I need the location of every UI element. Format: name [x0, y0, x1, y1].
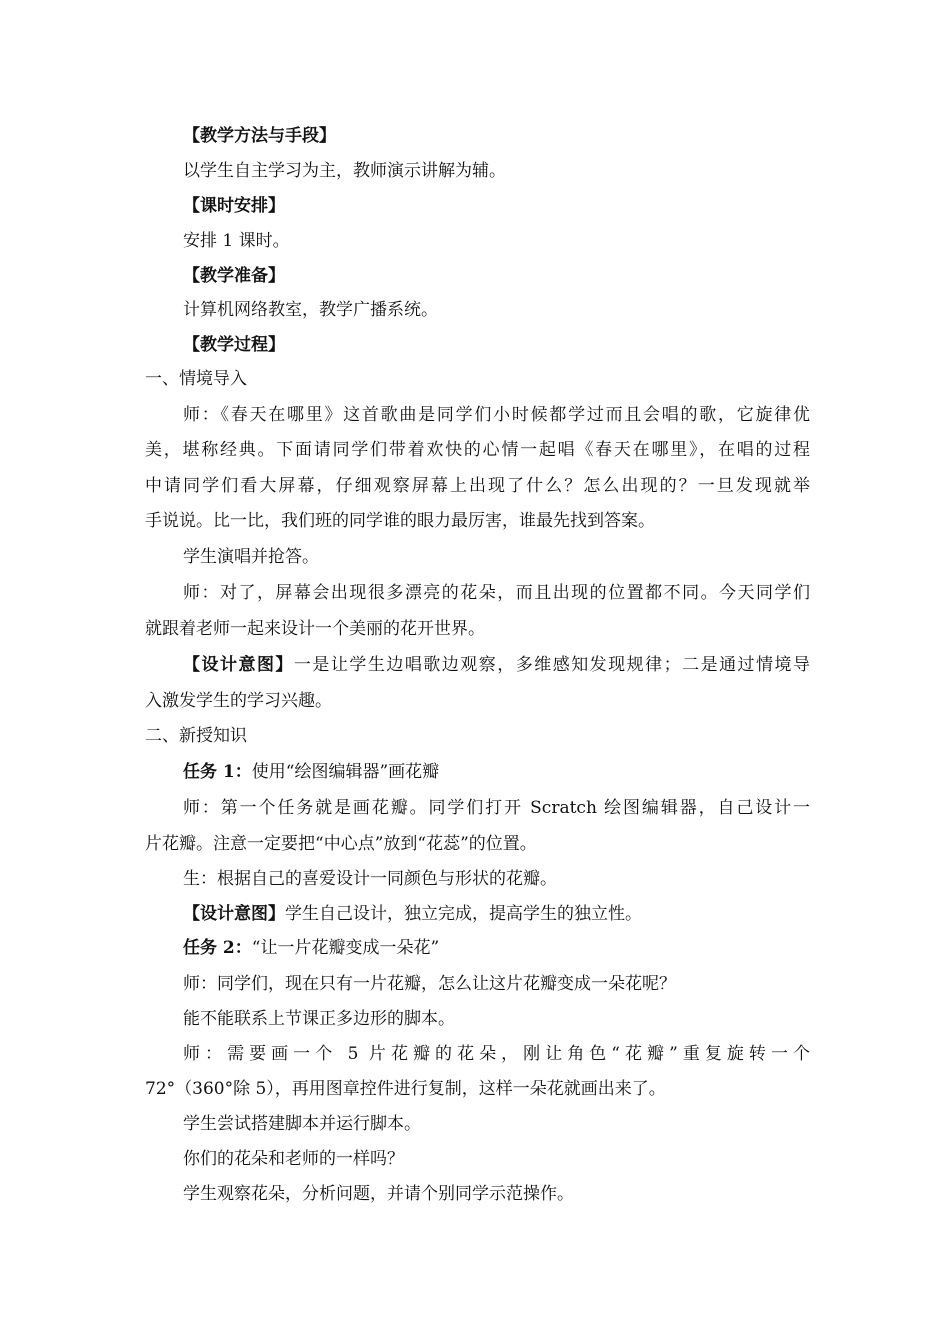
design-intent-2 — [183, 902, 810, 926]
paragraph-line: 师：《春天在哪里》这首歌曲是同学们小时候都学过而且会唱的歌，它旋律优 — [183, 405, 810, 425]
paragraph-line: 学生演唱并抢答。 — [183, 547, 319, 567]
paragraph-line: 师：需要画一个 5 片花瓣的花朵，刚让角色“花瓣”重复旋转一个 — [183, 1044, 810, 1064]
task2-text: “让一片花瓣变成一朵花” — [251, 938, 440, 958]
paragraph-line: 师：同学们，现在只有一片花瓣，怎么让这片花瓣变成一朵花呢？ — [183, 974, 676, 994]
paragraph-line: 学生观察花朵，分析问题，并请个别同学示范操作。 — [183, 1184, 574, 1204]
paragraph-line: 手说说。比一比，我们班的同学谁的眼力最厉害，谁最先找到答案。 — [145, 511, 655, 531]
paragraph-line: 就跟着老师一起来设计一个美丽的花开世界。 — [145, 619, 485, 639]
task2-title — [183, 936, 810, 960]
task1-text: 使用“绘图编辑器”画花瓣 — [251, 762, 440, 782]
part2-heading: 二、新授知识 — [145, 726, 247, 746]
paragraph-line: 能不能联系上节课正多边形的脚本。 — [183, 1009, 455, 1029]
paragraph-line: 72°（360°除 5），再用图章控件进行复制，这样一朵花就画出来了。 — [145, 1079, 666, 1099]
method-text: 以学生自主学习为主，教师演示讲解为辅。 — [183, 161, 506, 181]
design-intent-1 — [183, 653, 810, 677]
design-intent-label: 【设计意图】 — [183, 904, 285, 924]
task1-title — [183, 760, 810, 784]
method-heading: 【教学方法与手段】 — [183, 126, 336, 146]
prep-heading: 【教学准备】 — [183, 266, 285, 286]
paragraph-line: 入激发学生的学习兴趣。 — [145, 691, 332, 711]
schedule-text: 安排 1 课时。 — [183, 231, 290, 251]
paragraph-line: 师：第一个任务就是画花瓣。同学们打开 Scratch 绘图编辑器，自己设计一 — [183, 798, 810, 818]
paragraph-line: 师：对了，屏幕会出现很多漂亮的花朵，而且出现的位置都不同。今天同学们 — [183, 583, 810, 603]
design-intent-text: 一是让学生边唱歌边观察，多维感知发现规律；二是通过情境导 — [293, 655, 811, 675]
schedule-heading: 【课时安排】 — [183, 196, 285, 216]
paragraph-line: 学生尝试搭建脚本并运行脚本。 — [183, 1114, 421, 1134]
paragraph-line: 生：根据自己的喜爱设计一同颜色与形状的花瓣。 — [183, 869, 557, 889]
part1-heading: 一、情境导入 — [145, 369, 247, 389]
task1-label: 任务 1： — [183, 762, 252, 782]
process-heading: 【教学过程】 — [183, 335, 285, 355]
paragraph-line: 片花瓣。注意一定要把“中心点”放到“花蕊”的位置。 — [145, 834, 537, 854]
paragraph-line: 你们的花朵和老师的一样吗？ — [183, 1149, 404, 1169]
paragraph-line: 中请同学们看大屏幕，仔细观察屏幕上出现了什么？怎么出现的？一旦发现就举 — [145, 476, 810, 496]
design-intent-text: 学生自己设计，独立完成，提高学生的独立性。 — [285, 904, 642, 924]
prep-text: 计算机网络教室，教学广播系统。 — [183, 300, 438, 320]
task2-label: 任务 2： — [183, 938, 252, 958]
paragraph-line: 美，堪称经典。下面请同学们带着欢快的心情一起唱《春天在哪里》，在唱的过程 — [145, 440, 810, 460]
design-intent-label: 【设计意图】 — [183, 655, 294, 675]
